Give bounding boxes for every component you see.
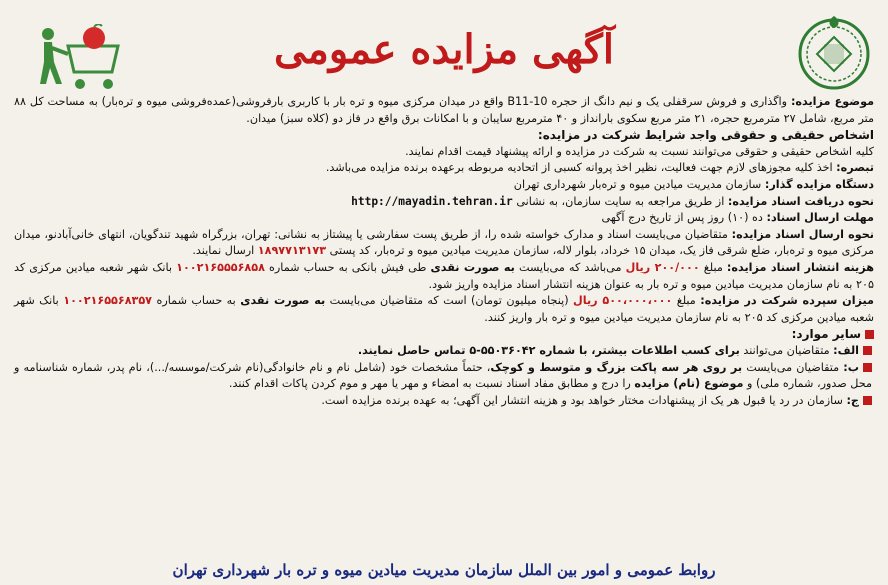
eligible-heading: اشخاص حقیقی و حقوقی واجد شرایط شرکت در مزایده: — [537, 128, 874, 143]
deposit-account-number: ۱۰۰۲۱۶۵۵۶۸۳۵۷ — [63, 294, 153, 308]
page-title: آگهی مزایده عمومی — [274, 26, 614, 73]
item-a: الف: متقاضیان می‌توانند برای کسب اطلاعات بیشتر، با شماره ۵۵۰۳۶۰۴۲-۵ تماس حاصل نمایند. — [14, 343, 874, 360]
item-b: ب: متقاضیان می‌بایست بر روی هر سه پاکت بزرگ و متوسط و کوچک، حتماً مشخصات خود (شامل نام و نام خانوادگی(نام شرکت/موسسه/...)، نام پدر، شماره شناسنامه و محل صدور، شماره ملی) و موضوع (نام) مزایده را درج و مطابق مفاد اسناد نسبت به امضاء و مهر یا مهر و موم کردن پاکات اقدام کنند. — [14, 360, 872, 391]
shopping-cart-icon — [28, 24, 128, 94]
square-bullet-icon — [863, 396, 872, 405]
other-heading: سایر موارد: — [14, 326, 874, 343]
send-paragraph: نحوه ارسال اسناد مزایده: متقاضیان می‌بایست اسناد و مدارک خواسته شده را، از طریق پست سفارشی یا پیشتاز به نشانی: تهران، بزرگراه شهید تندگویان، انتهای خانی‌آبادنو، میدان مرکزی میوه و تره‌بار، ضلع شرقی فاز یک، میدان ۱۵ خرداد، بلوار لاله، سازمان مدیریت میادین میوه و تره‌بار، کد پستی ۱۸۹۷۷۱۳۱۷۳ ارسال نمایند. — [14, 227, 874, 258]
deposit-amount: ۵۰۰،۰۰۰،۰۰۰ ریال — [573, 294, 673, 308]
square-bullet-icon — [865, 330, 874, 339]
website-link[interactable]: http://mayadin.tehran.ir — [351, 194, 513, 208]
deadline-paragraph: مهلت ارسال اسناد: ده (۱۰) روز پس از تاریخ درج آگهی — [601, 211, 874, 225]
postal-code: ۱۸۹۷۷۱۳۱۷۳ — [257, 244, 327, 258]
footer-signature: روابط عمومی و امور بین الملل سازمان مدیریت میادین میوه و تره بار شهرداری تهران — [172, 561, 716, 579]
header — [10, 4, 878, 94]
square-bullet-icon — [863, 346, 872, 355]
fee-amount: ۲۰۰/۰۰۰ ریال — [625, 260, 700, 274]
note-paragraph: تبصره: اخذ کلیه مجوزهای لازم جهت فعالیت، نظیر اخذ پروانه کسبی از اتحادیه مربوطه برعهده برنده مزایده می‌باشد. — [325, 161, 874, 175]
fee-paragraph: هزینه انتشار اسناد مزایده: مبلغ ۲۰۰/۰۰۰ ریال می‌باشد که می‌بایست به صورت نقدی طی فیش بانکی به حساب شماره ۱۰۰۲۱۶۵۵۵۶۸۵۸ بانک شهر شعبه میادین مرکزی کد ۲۰۵ به نام سازمان مدیریت میادین میوه و تره بار به عنوان هزینه انتشار اسناد مزایده واریز شود. — [14, 260, 874, 291]
fee-account-number: ۱۰۰۲۱۶۵۵۵۶۸۵۸ — [176, 260, 265, 274]
deposit-paragraph: میزان سپرده شرکت در مزایده: مبلغ ۵۰۰،۰۰۰،۰۰۰ ریال (پنجاه میلیون تومان) است که متقاضیان می‌بایست به صورت نقدی به حساب شماره ۱۰۰۲۱۶۵۵۶۸۳۵۷ بانک شهر شعبه میادین مرکزی کد ۲۰۵ به نام سازمان مدیریت میادین میوه و تره بار واریز کنند. — [14, 294, 874, 324]
item-c: ج: سازمان در رد یا قبول هر یک از پیشنهادات مختار خواهد بود و هزینه انتشار این آگهی؛ به عهده برنده مزایده است. — [14, 393, 874, 410]
eligible-text: کلیه اشخاص حقیقی و حقوقی می‌توانند نسبت به شرکت در مزایده و ارائه پیشنهاد قیمت اقدام نمایند. — [405, 144, 874, 158]
square-bullet-icon — [863, 363, 872, 372]
announcement-body — [10, 94, 878, 409]
org-paragraph: دستگاه مزایده گذار: سازمان مدیریت میادین میوه و تره‌بار شهرداری تهران — [513, 177, 874, 191]
receive-paragraph: نحوه دریافت اسناد مزایده: از طریق مراجعه به سایت سازمان، به نشانی http://mayadin.tehran.ir — [351, 194, 874, 208]
subject-paragraph: موضوع مزایده: واگذاری و فروش سرقفلی یک و نیم دانگ از حجره B11-10 واقع در میدان مرکزی میوه و تره بار با کاربری بارفروشی(عمده‌فروشی میوه و تره‌بار) به مساحت کل ۸۸ متر مربع، شامل ۲۷ مترمربع حجره، ۲۱ متر مربع سکوی بارانداز و ۴۰ مترمربع سایبان و با امکانات برق واقع در فاز دو (کلاه سبز) میدان. — [14, 95, 875, 125]
